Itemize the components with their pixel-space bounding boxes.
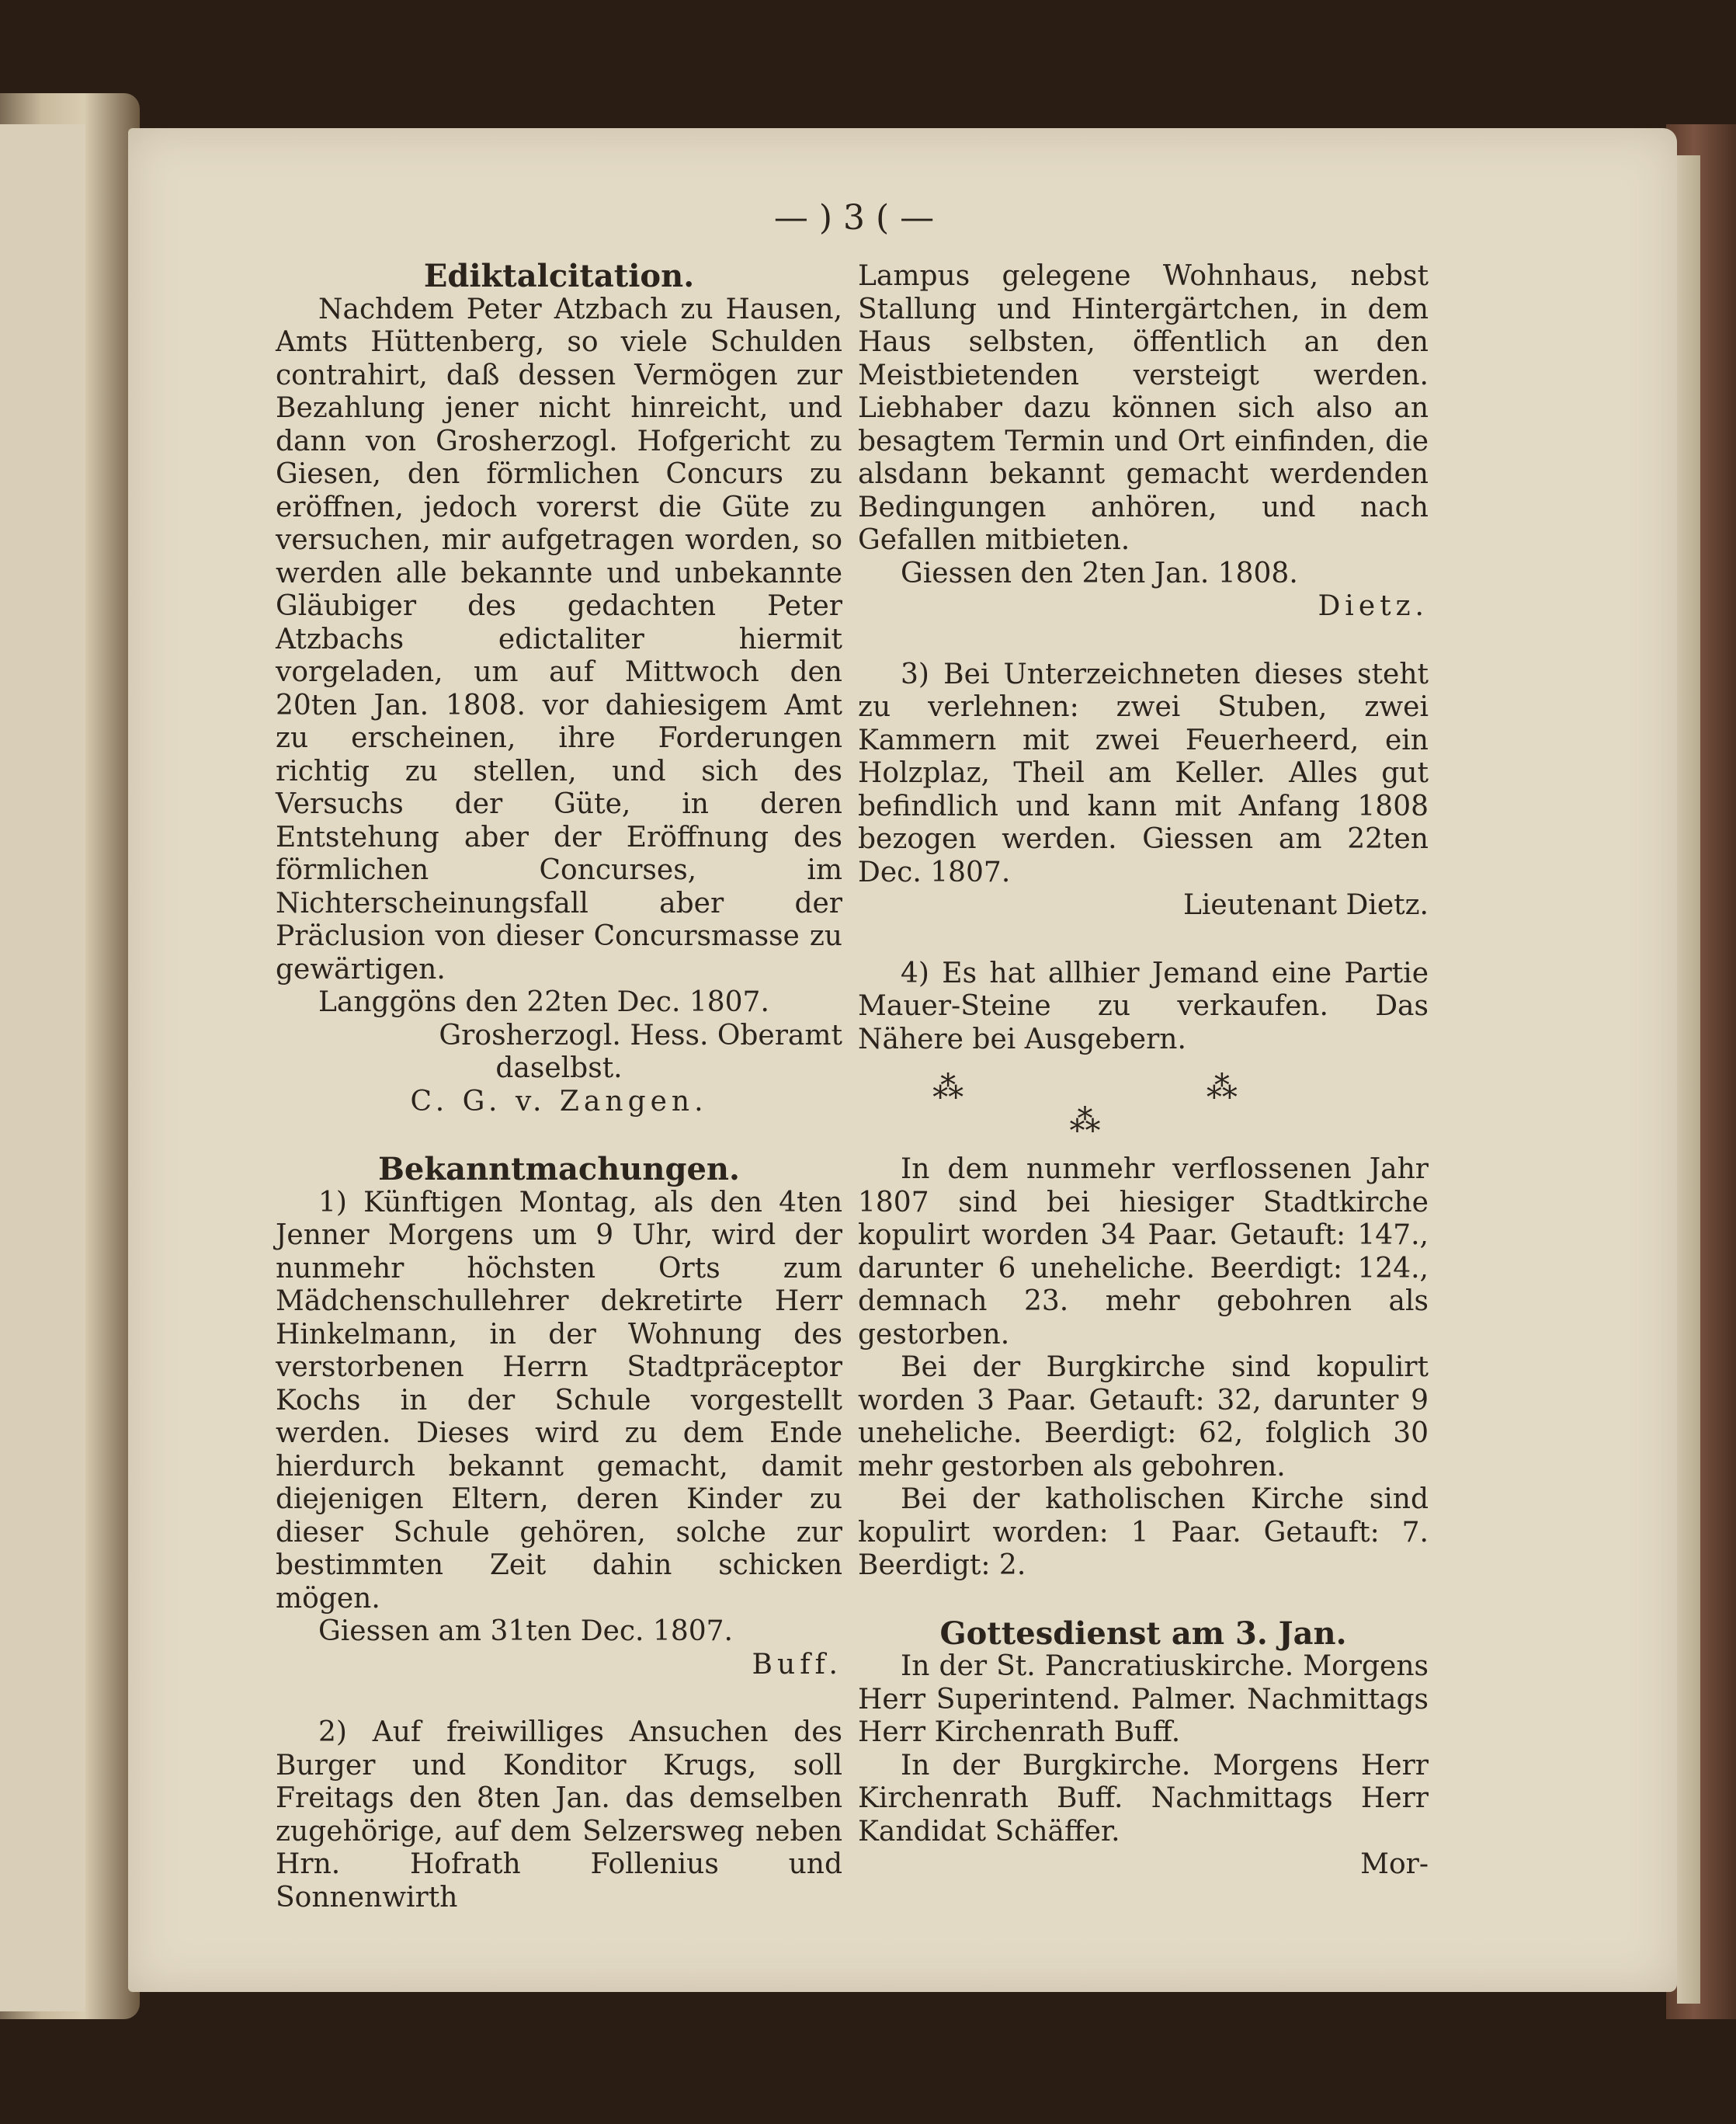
edikt-title: Ediktalcitation. [423, 258, 695, 294]
bekannt-item1: 1) Künftigen Montag, als den 4ten Jenner Morgens um 9 Uhr, wird der nunmehr höchsten Orts zum Mädchenschullehrer dekretirte Herr Hinkelmann, in der Wohnung des verstorbenen Herrn Stadtpräceptor Kochs in der Schule vorgestellt werden. Dieses wird zu dem Ende hierdurch bekannt gemacht, damit diejenigen Eltern, deren Kinder zu dieser Schule gehören, solche zur bestimmten Zeit dahin schicken mögen. [276, 1186, 842, 1615]
bekannt-item1-signature: Buff. [752, 1648, 842, 1681]
bekannt-item2: 2) Auf freiwilliges Ansuchen des Burger und Konditor Krugs, soll Freitags den 8ten Jan. das demselben zugehörige, auf dem Selzersweg neben Hrn. Hofrath Follenius und Sonnenwirth [276, 1716, 842, 1914]
left-column [276, 260, 842, 1914]
item2-continuation: Lampus gelegene Wohnhaus, nebst Stallung und Hintergärtchen, in dem Haus selbsten, öffentlich an den Meistbietenden versteigt werden. Liebhaber dazu können sich also an besagtem Termin und Ort einfinden, die alsdann bekannt gemacht werdenden Bedingungen anhören, und nach Gefallen mitbieten. [858, 260, 1429, 556]
gottesdienst-pancratius: In der St. Pancratiuskirche. Morgens Herr Superintend. Palmer. Nachmittags Herr Kirchenrath Buff. [858, 1650, 1429, 1748]
bekannt-title: Bekanntmachungen. [378, 1151, 740, 1187]
stats-burgkirche: Bei der Burgkirche sind kopulirt worden 3 Paar. Getauft: 32, darunter 9 uneheliche. Beerdigt: 62, folglich 30 mehr gestorben als gebohren. [858, 1351, 1429, 1483]
gottesdienst-title: Gottesdienst am 3. Jan. [939, 1615, 1347, 1652]
stats-katholisch: Bei der katholischen Kirche sind kopulirt worden: 1 Paar. Getauft: 7. Beerdigt: 2. [858, 1483, 1429, 1581]
section-divider-stars: ⁂ ⁂ ⁂ [932, 1070, 1354, 1139]
bekannt-item1-date: Giessen am 31ten Dec. 1807. [318, 1615, 733, 1647]
stats-stadtkirche: In dem nunmehr verflossenen Jahr 1807 sind bei hiesiger Stadtkirche kopulirt worden 34 Paar. Getauft: 147., darunter 6 uneheliche. Beerdigt: 124., demnach 23. mehr gebohren als gestorben. [858, 1153, 1429, 1351]
edikt-date: Langgöns den 22ten Dec. 1807. [318, 986, 769, 1018]
edikt-office-2: daselbst. [495, 1052, 623, 1084]
page-number-header: — ) 3 ( — [773, 198, 935, 238]
page-stack-edge [1677, 155, 1700, 2004]
edikt-office-1: Grosherzogl. Hess. Oberamt [439, 1019, 842, 1052]
catchword: Mor- [1360, 1848, 1429, 1880]
item4-text: 4) Es hat allhier Jemand eine Partie Mauer-Steine zu verkaufen. Das Nähere bei Ausgebern. [858, 957, 1429, 1055]
item2-signature: Dietz. [1318, 590, 1429, 622]
item2-date: Giessen den 2ten Jan. 1808. [901, 557, 1298, 589]
gottesdienst-burgkirche: In der Burgkirche. Morgens Herr Kirchenrath Buff. Nachmittags Herr Kandidat Schäffer. [858, 1749, 1429, 1848]
right-column [858, 260, 1429, 1882]
left-page-edge [0, 124, 85, 2011]
item3-signature: Lieutenant Dietz. [1183, 889, 1429, 921]
item3-text: 3) Bei Unterzeichneten dieses steht zu verlehnen: zwei Stuben, zwei Kammern mit zwei Feuerheerd, ein Holzplaz, Theil am Keller. Alles gut befindlich und kann mit Anfang 1808 bezogen werden. Giessen am 22ten Dec. 1807. [858, 658, 1429, 888]
edikt-text: Nachdem Peter Atzbach zu Hausen, Amts Hüttenberg, so viele Schulden contrahirt, daß dessen Vermögen zur Bezahlung jener nicht hinreicht, und dann von Grosherzogl. Hofgericht zu Giesen, den förmlichen Concurs zu eröffnen, jedoch vorerst die Güte zu versuchen, mir aufgetragen worden, so werden alle bekannte und unbekannte Gläubiger des gedachten Peter Atzbachs edictaliter hiermit vorgeladen, um auf Mittwoch den 20ten Jan. 1808. vor dahiesigem Amt zu erscheinen, ihre Forderungen richtig zu stellen, und sich des Versuchs der Güte, in deren Entstehung aber der Eröffnung des förmlichen Concurses, im Nichterscheinungsfall aber der Präclusion von dieser Concursmasse zu gewärtigen. [276, 293, 842, 986]
edikt-signature: C. G. v. Zangen. [410, 1085, 708, 1118]
